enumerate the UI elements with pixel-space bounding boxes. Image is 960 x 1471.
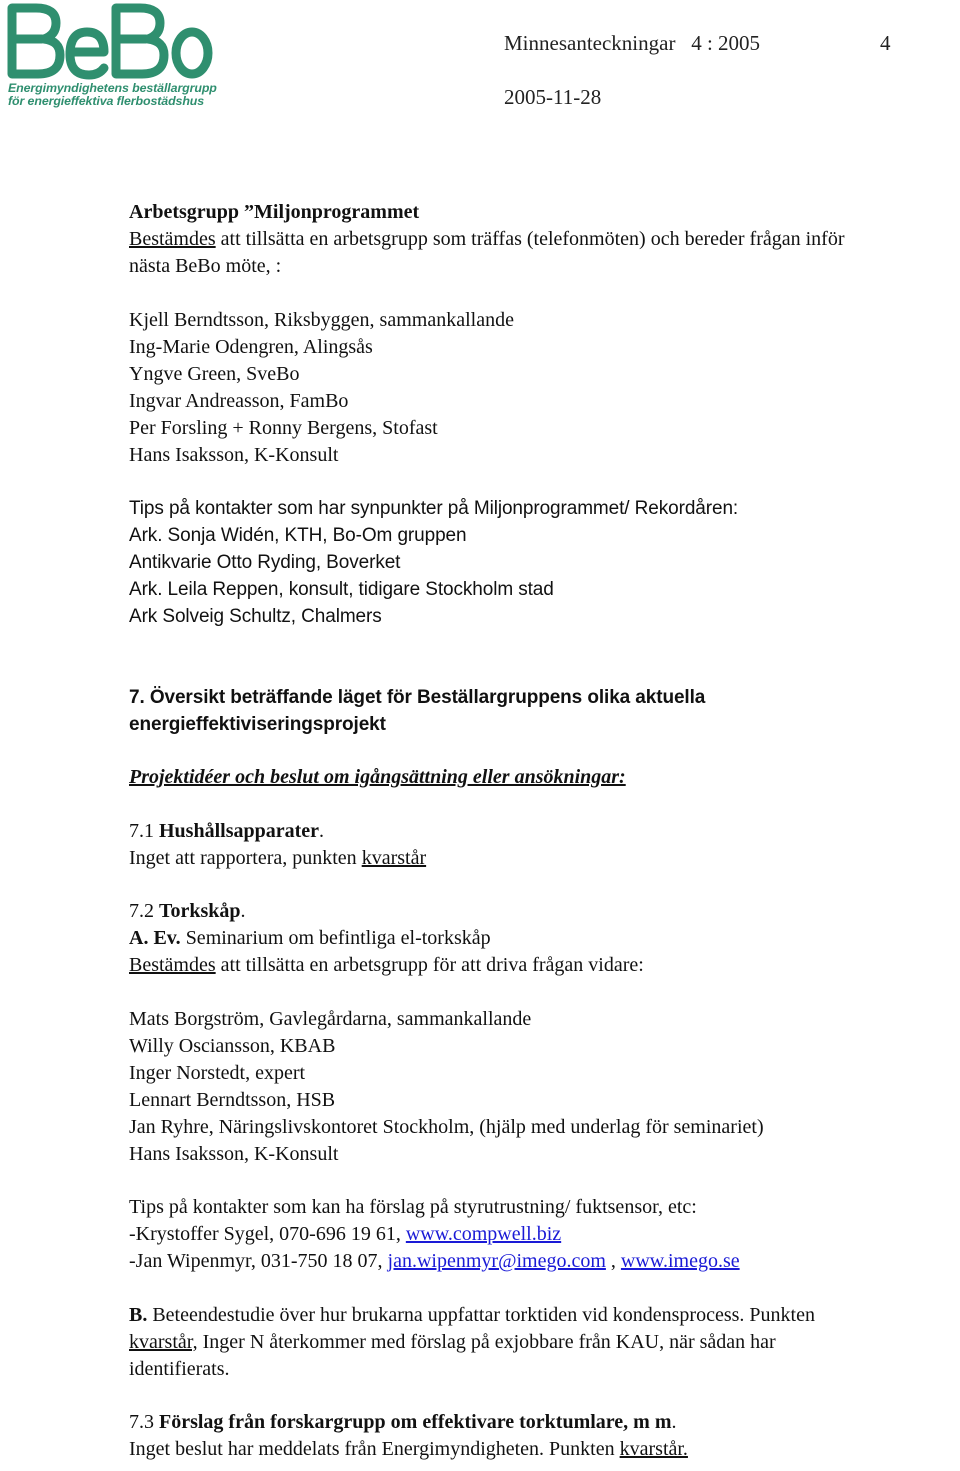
tips-contact: Antikvarie Otto Ryding, Boverket bbox=[129, 552, 401, 573]
section-7-subheading: Projektidéer och beslut om igångsättning eller ansökningar: bbox=[129, 766, 626, 788]
imego-link[interactable]: www.imego.se bbox=[620, 1250, 740, 1272]
member-item: Ingvar Andreasson, FamBo bbox=[129, 389, 349, 412]
item-7-2-heading bbox=[129, 898, 959, 925]
member-item: Ing-Marie Odengren, Alingsås bbox=[129, 335, 373, 358]
item-7-2b-line3: identifierats. bbox=[129, 1357, 230, 1380]
tips-heading: Tips på kontakter som har synpunkter på Miljonprogrammet/ Rekordåren: bbox=[129, 498, 739, 519]
section-7-heading-2: energieffektiviseringsprojekt bbox=[129, 713, 386, 735]
bebo-logo bbox=[4, 2, 216, 110]
item-7-3-dot: . bbox=[671, 1411, 677, 1433]
member-item: Willy Osciansson, KBAB bbox=[129, 1034, 336, 1057]
kvarstar-label: kvarstår bbox=[361, 846, 427, 869]
compwell-link[interactable]: www.compwell.biz bbox=[405, 1223, 562, 1245]
member-item: Lennart Berndtsson, HSB bbox=[129, 1088, 336, 1111]
item-7-2b bbox=[129, 1302, 959, 1329]
member-item: Inger Norstedt, expert bbox=[129, 1061, 306, 1084]
email-link[interactable]: jan.wipenmyr@imego.com bbox=[387, 1250, 606, 1272]
item-7-2b-label: B. bbox=[129, 1303, 148, 1326]
item-7-2a-text: Seminarium om befintliga el-torkskåp bbox=[180, 927, 491, 949]
decision-line-2: nästa BeBo möte, : bbox=[129, 255, 282, 277]
section-heading-arbetsgrupp: Arbetsgrupp ”Miljonprogrammet bbox=[129, 201, 420, 223]
document-body bbox=[129, 199, 959, 1463]
bebo-logo-graphic bbox=[4, 2, 216, 82]
decision-line bbox=[129, 226, 959, 253]
member-item: Yngve Green, SveBo bbox=[129, 362, 300, 385]
member-item: Hans Isaksson, K-Konsult bbox=[129, 1142, 339, 1165]
item-7-2-dot: . bbox=[240, 900, 246, 922]
item-7-3-number: 7.3 bbox=[129, 1411, 159, 1433]
member-item: Kjell Berndtsson, Riksbyggen, sammankallande bbox=[129, 308, 514, 331]
contact-text: -Jan Wipenmyr, 031-750 18 07, bbox=[129, 1250, 388, 1272]
item-7-2b-line2 bbox=[129, 1329, 959, 1356]
item-7-2-tips: Tips på kontakter som kan ha förslag på styrutrustning/ fuktsensor, etc: bbox=[129, 1196, 697, 1218]
item-7-1-status-text: Inget att rapportera, punkten bbox=[129, 846, 362, 869]
item-7-1-number: 7.1 bbox=[129, 819, 159, 842]
member-item: Mats Borgström, Gavlegårdarna, sammankallande bbox=[129, 1007, 532, 1030]
decided-label: Bestämdes bbox=[129, 228, 216, 250]
item-7-1-dot: . bbox=[319, 819, 325, 842]
item-7-2-decision bbox=[129, 952, 959, 979]
tips-contact: Ark Solveig Schultz, Chalmers bbox=[129, 606, 382, 627]
page-number: 4 bbox=[880, 31, 891, 55]
decided-label: Bestämdes bbox=[129, 954, 216, 976]
item-7-2-title: Torkskåp bbox=[159, 900, 241, 922]
logo-tagline-1: Energimyndighetens beställargrupp bbox=[8, 81, 217, 95]
item-7-3-status-text: Inget beslut har meddelats från Energimyndigheten. Punkten bbox=[129, 1438, 620, 1460]
doc-date: 2005-11-28 bbox=[504, 85, 602, 109]
contact-line bbox=[129, 1248, 959, 1275]
member-item: Jan Ryhre, Näringslivskontoret Stockholm, (hjälp med underlag för seminariet) bbox=[129, 1115, 764, 1138]
item-7-2b-text: Beteendestudie över hur brukarna uppfattar torktiden vid kondensprocess. Punkten bbox=[147, 1303, 815, 1326]
item-7-1-heading bbox=[129, 818, 959, 845]
item-7-1-title: Hushållsapparater bbox=[159, 819, 320, 842]
contact-text: -Krystoffer Sygel, 070-696 19 61, bbox=[129, 1223, 406, 1245]
member-item: Per Forsling + Ronny Bergens, Stofast bbox=[129, 416, 438, 439]
member-item: Hans Isaksson, K-Konsult bbox=[129, 443, 339, 466]
item-7-3-heading bbox=[129, 1409, 959, 1436]
item-7-2a-label: A. Ev. bbox=[129, 927, 181, 949]
tips-contact: Ark. Leila Reppen, konsult, tidigare Stockholm stad bbox=[129, 579, 554, 600]
item-7-3-title: Förslag från forskargrupp om effektivare torktumlare, m m bbox=[159, 1411, 672, 1433]
item-7-2a bbox=[129, 925, 959, 952]
decided-text: att tillsätta en arbetsgrupp för att driva frågan vidare: bbox=[215, 954, 644, 976]
kvarstar-label: kvarstår. bbox=[619, 1438, 688, 1460]
item-7-2-number: 7.2 bbox=[129, 900, 159, 922]
decided-text: att tillsätta en arbetsgrupp som träffas (telefonmöten) och bereder frågan inför bbox=[215, 228, 845, 250]
section-7-heading: 7. Översikt beträffande läget för Beställargruppens olika aktuella bbox=[129, 686, 706, 708]
item-7-1-text bbox=[129, 845, 959, 872]
logo-tagline-2: för energieffektiva flerbostädshus bbox=[8, 94, 205, 108]
doc-title: Minnesanteckningar 4 : 2005 bbox=[504, 31, 761, 55]
kvarstar-label: kvarstår, bbox=[129, 1330, 198, 1353]
tips-contact: Ark. Sonja Widén, KTH, Bo-Om gruppen bbox=[129, 525, 467, 546]
contact-separator: , bbox=[605, 1250, 621, 1272]
item-7-3-text bbox=[129, 1436, 959, 1463]
contact-line bbox=[129, 1221, 959, 1248]
item-7-2b-text2: Inger N återkommer med förslag på exjobbare från KAU, när sådan har bbox=[197, 1330, 776, 1353]
